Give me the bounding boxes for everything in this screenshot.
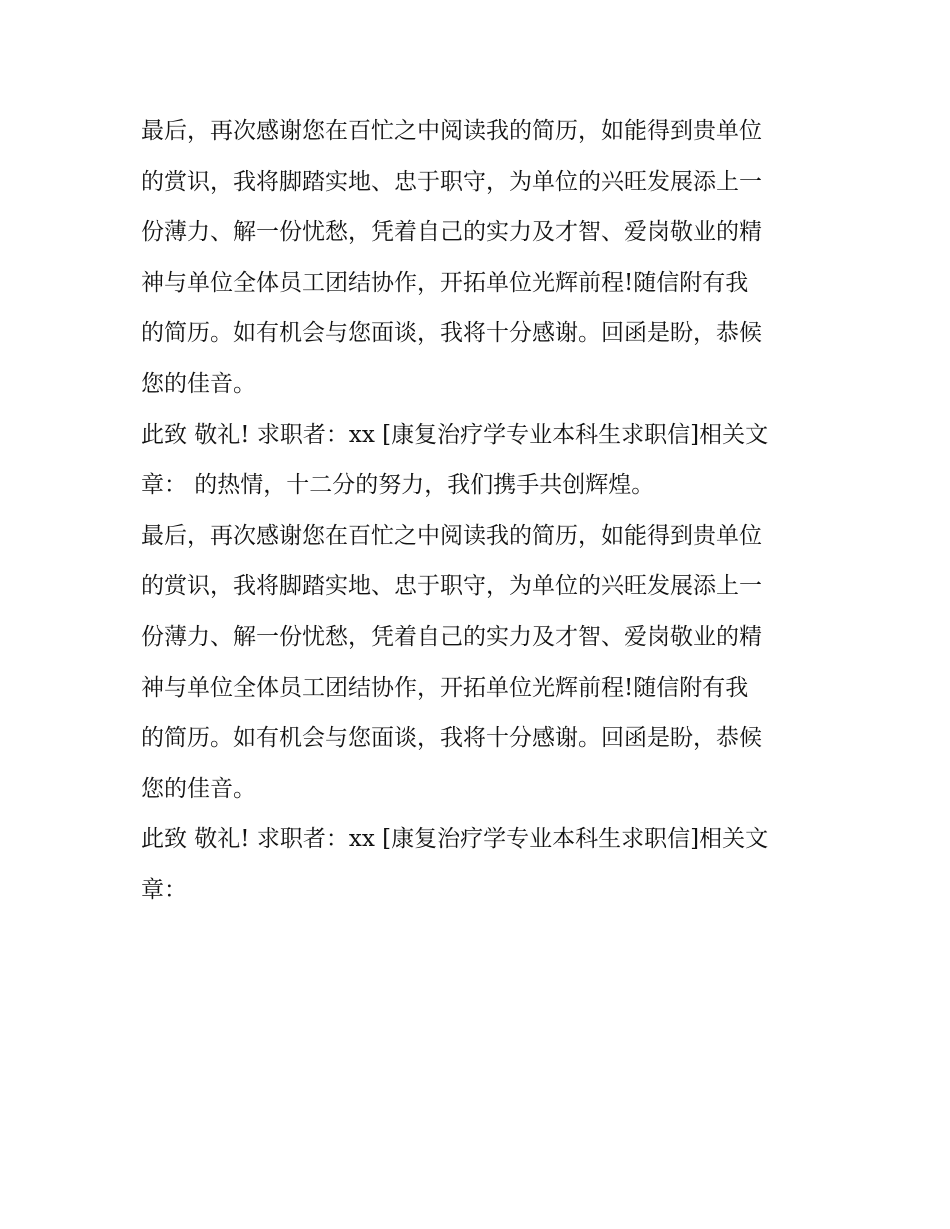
document-body	[141, 106, 813, 916]
text-line: 最后，再次感谢您在百忙之中阅读我的简历，如能得到贵单位	[141, 522, 762, 549]
text-line: 此致 敬礼! 求职者：xx [康复治疗学专业本科生求职信]相关文	[141, 826, 769, 853]
text-line: 最后，再次感谢您在百忙之中阅读我的简历，如能得到贵单位	[141, 118, 762, 144]
text-line: 神与单位全体员工团结协作，开拓单位光辉前程!随信附有我	[141, 269, 749, 296]
text-line: 神与单位全体员工团结协作，开拓单位光辉前程!随信附有我	[141, 674, 749, 701]
text-line: 份薄力、解一份忧愁，凭着自己的实力及才智、爱岗敬业的精	[141, 623, 762, 650]
text-line: 份薄力、解一份忧愁，凭着自己的实力及才智、爱岗敬业的精	[141, 219, 762, 246]
text-line: 章：	[141, 876, 187, 903]
text-line: 的赏识，我将脚踏实地、忠于职守，为单位的兴旺发展添上一	[141, 573, 762, 600]
text-line: 章： 的热情，十二分的努力，我们携手共创辉煌。	[141, 472, 655, 499]
text-line: 您的佳音。	[141, 775, 256, 802]
text-line: 此致 敬礼! 求职者：xx [康复治疗学专业本科生求职信]相关文	[141, 421, 769, 448]
text-line: 您的佳音。	[141, 370, 256, 397]
text-line: 的简历。如有机会与您面谈，我将十分感谢。回函是盼，恭候	[141, 725, 762, 752]
text-line: 的赏识，我将脚踏实地、忠于职守，为单位的兴旺发展添上一	[141, 168, 762, 195]
text-line: 的简历。如有机会与您面谈，我将十分感谢。回函是盼，恭候	[141, 320, 762, 347]
